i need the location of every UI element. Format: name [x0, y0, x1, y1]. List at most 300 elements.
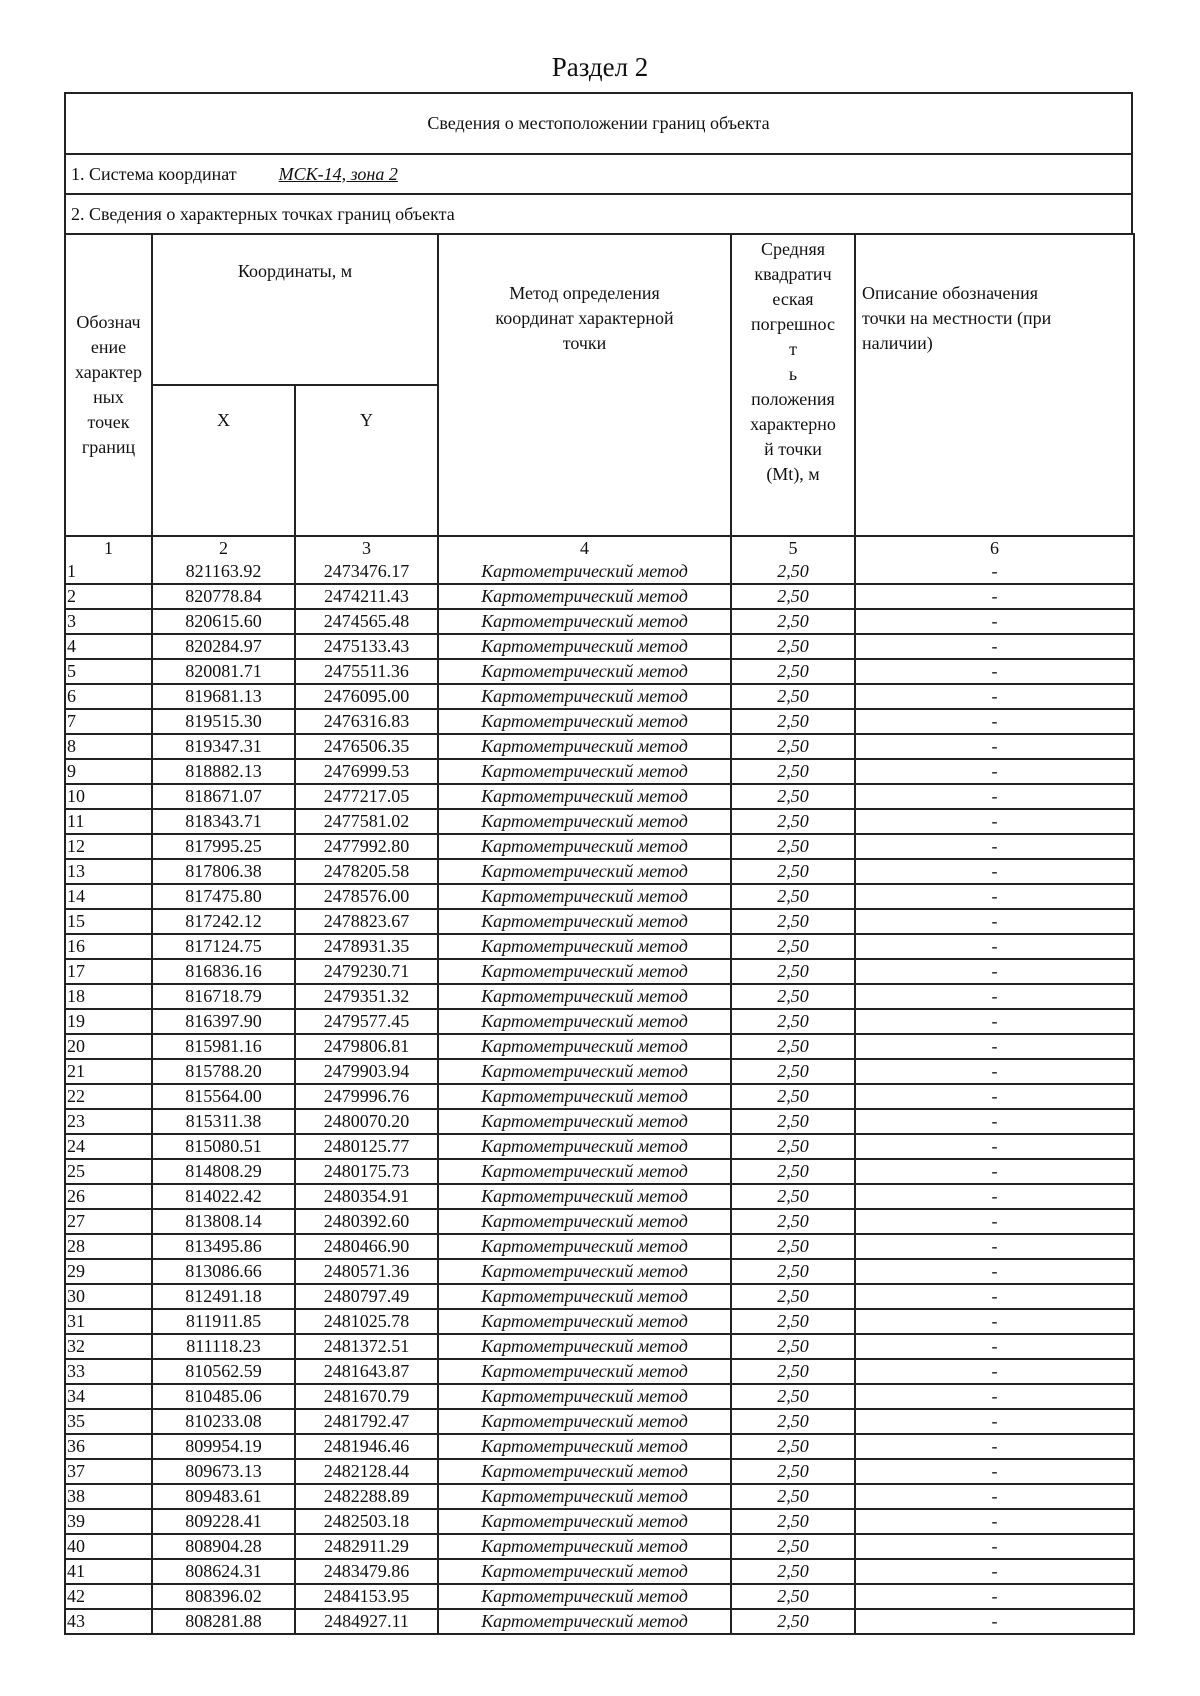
coord-y-cell: 2480797.49: [295, 1284, 438, 1309]
error-cell: 2,50: [731, 1334, 855, 1359]
description-cell: -: [855, 1284, 1134, 1309]
table-row: [65, 584, 1134, 609]
error-cell: 2,50: [731, 609, 855, 634]
table-row: [65, 909, 1134, 934]
coord-y-cell: 2482128.44: [295, 1459, 438, 1484]
description-cell: -: [855, 1109, 1134, 1134]
error-cell: 2,50: [731, 884, 855, 909]
method-cell: Картометрический метод: [438, 1434, 731, 1459]
header-error-line: характерно: [750, 414, 836, 434]
point-id-cell: 22: [65, 1084, 152, 1109]
table-row: [65, 609, 1134, 634]
point-id-cell: 15: [65, 909, 152, 934]
header-method-line: точки: [562, 333, 607, 353]
table-row: [65, 984, 1134, 1009]
section-heading: [64, 92, 1133, 153]
coord-y-cell: 2481025.78: [295, 1309, 438, 1334]
table-row: [65, 1234, 1134, 1259]
coord-x-cell: 809483.61: [152, 1484, 295, 1509]
header-method-line: Метод определения: [509, 283, 660, 303]
point-id-cell: 4: [65, 634, 152, 659]
coord-y-cell: 2481792.47: [295, 1409, 438, 1434]
coord-y-cell: 2476316.83: [295, 709, 438, 734]
table-row: [65, 1484, 1134, 1509]
coord-x-cell: 808624.31: [152, 1559, 295, 1584]
table-row: [65, 1384, 1134, 1409]
description-cell: -: [855, 984, 1134, 1009]
error-cell: 2,50: [731, 1384, 855, 1409]
point-id-cell: 21: [65, 1059, 152, 1084]
error-cell: 2,50: [731, 584, 855, 609]
point-id-cell: 40: [65, 1534, 152, 1559]
error-cell: 2,50: [731, 1309, 855, 1334]
table-row: [65, 1034, 1134, 1059]
description-cell: -: [855, 809, 1134, 834]
method-cell: Картометрический метод: [438, 984, 731, 1009]
table-row: [65, 1459, 1134, 1484]
coord-y-cell: 2478205.58: [295, 859, 438, 884]
error-cell: 2,50: [731, 1509, 855, 1534]
coord-x-cell: 820284.97: [152, 634, 295, 659]
point-id-cell: 23: [65, 1109, 152, 1134]
description-cell: -: [855, 1534, 1134, 1559]
coord-y-cell: 2475133.43: [295, 634, 438, 659]
error-cell: 2,50: [731, 659, 855, 684]
point-id-cell: 35: [65, 1409, 152, 1434]
point-id-cell: 29: [65, 1259, 152, 1284]
points-table: [64, 233, 1135, 1635]
description-cell: -: [855, 560, 1134, 584]
point-id-cell: 41: [65, 1559, 152, 1584]
description-cell: -: [855, 1334, 1134, 1359]
method-cell: Картометрический метод: [438, 1509, 731, 1534]
coord-x-cell: 813808.14: [152, 1209, 295, 1234]
description-cell: -: [855, 1409, 1134, 1434]
coord-y-cell: 2479996.76: [295, 1084, 438, 1109]
table-row: [65, 1409, 1134, 1434]
coord-x-cell: 815080.51: [152, 1134, 295, 1159]
point-id-cell: 5: [65, 659, 152, 684]
description-cell: -: [855, 1234, 1134, 1259]
coord-x-cell: 816836.16: [152, 959, 295, 984]
method-cell: Картометрический метод: [438, 560, 731, 584]
table-row: [65, 560, 1134, 584]
description-cell: -: [855, 1384, 1134, 1409]
column-number: 1: [65, 536, 152, 560]
table-row: [65, 1059, 1134, 1084]
error-cell: 2,50: [731, 1359, 855, 1384]
header-coordinates-text: Координаты, м: [237, 261, 353, 281]
point-id-cell: 7: [65, 709, 152, 734]
method-cell: Картометрический метод: [438, 1459, 731, 1484]
points-heading-row: [64, 193, 1133, 233]
table-row: [65, 1134, 1134, 1159]
coord-x-cell: 821163.92: [152, 560, 295, 584]
point-id-cell: 16: [65, 934, 152, 959]
coord-x-cell: 819515.30: [152, 709, 295, 734]
coord-system-value: МСК-14, зона 2: [278, 163, 398, 184]
description-cell: -: [855, 1559, 1134, 1584]
error-cell: 2,50: [731, 1159, 855, 1184]
table-row: [65, 659, 1134, 684]
point-id-cell: 28: [65, 1234, 152, 1259]
description-cell: -: [855, 784, 1134, 809]
error-cell: 2,50: [731, 1084, 855, 1109]
coord-x-cell: 813495.86: [152, 1234, 295, 1259]
coord-y-cell: 2482503.18: [295, 1509, 438, 1534]
method-cell: Картометрический метод: [438, 834, 731, 859]
error-cell: 2,50: [731, 1134, 855, 1159]
method-cell: Картометрический метод: [438, 1209, 731, 1234]
error-cell: 2,50: [731, 809, 855, 834]
table-row: [65, 884, 1134, 909]
description-cell: -: [855, 634, 1134, 659]
header-error: [731, 234, 855, 536]
coord-y-cell: 2477217.05: [295, 784, 438, 809]
coord-y-cell: 2480354.91: [295, 1184, 438, 1209]
point-id-cell: 34: [65, 1384, 152, 1409]
header-error-line: погрешнос: [751, 314, 835, 334]
coord-y-cell: 2482911.29: [295, 1534, 438, 1559]
header-designation-line: ение: [90, 337, 127, 357]
coord-x-cell: 815981.16: [152, 1034, 295, 1059]
table-row: [65, 1309, 1134, 1334]
error-cell: 2,50: [731, 1109, 855, 1134]
error-cell: 2,50: [731, 909, 855, 934]
point-id-cell: 8: [65, 734, 152, 759]
header-error-line: (Mt), м: [766, 464, 820, 484]
description-cell: -: [855, 1259, 1134, 1284]
coord-x-cell: 814022.42: [152, 1184, 295, 1209]
coord-y-cell: 2484927.11: [295, 1609, 438, 1634]
coord-y-cell: 2474211.43: [295, 584, 438, 609]
error-cell: 2,50: [731, 1484, 855, 1509]
method-cell: Картометрический метод: [438, 684, 731, 709]
method-cell: Картометрический метод: [438, 1109, 731, 1134]
header-method-line: координат характерной: [495, 308, 674, 328]
point-id-cell: 6: [65, 684, 152, 709]
coord-y-cell: 2481946.46: [295, 1434, 438, 1459]
point-id-cell: 33: [65, 1359, 152, 1384]
method-cell: Картометрический метод: [438, 1584, 731, 1609]
table-row: [65, 1259, 1134, 1284]
error-cell: 2,50: [731, 1609, 855, 1634]
coord-x-cell: 817995.25: [152, 834, 295, 859]
coord-x-cell: 813086.66: [152, 1259, 295, 1284]
table-row: [65, 1209, 1134, 1234]
point-id-cell: 10: [65, 784, 152, 809]
method-cell: Картометрический метод: [438, 1059, 731, 1084]
coord-y-cell: 2480070.20: [295, 1109, 438, 1134]
coord-y-cell: 2479577.45: [295, 1009, 438, 1034]
table-row: [65, 1184, 1134, 1209]
error-cell: 2,50: [731, 1059, 855, 1084]
description-cell: -: [855, 859, 1134, 884]
table-row: [65, 859, 1134, 884]
header-error-line: т: [789, 339, 797, 359]
method-cell: Картометрический метод: [438, 1534, 731, 1559]
coord-y-cell: 2478823.67: [295, 909, 438, 934]
header-y-text: Y: [360, 410, 373, 430]
coord-system-row: [64, 153, 1133, 193]
column-number: 6: [855, 536, 1134, 560]
coord-x-cell: 809673.13: [152, 1459, 295, 1484]
column-number: 4: [438, 536, 731, 560]
method-cell: Картометрический метод: [438, 1309, 731, 1334]
description-cell: -: [855, 1609, 1134, 1634]
header-description-line: точки на местности (при: [862, 308, 1052, 328]
table-row: [65, 709, 1134, 734]
table-row: [65, 1159, 1134, 1184]
description-cell: -: [855, 959, 1134, 984]
description-cell: -: [855, 1509, 1134, 1534]
table-row: [65, 1584, 1134, 1609]
method-cell: Картометрический метод: [438, 1284, 731, 1309]
point-id-cell: 31: [65, 1309, 152, 1334]
header-row-top: [65, 234, 1134, 385]
point-id-cell: 26: [65, 1184, 152, 1209]
error-cell: 2,50: [731, 1234, 855, 1259]
point-id-cell: 2: [65, 584, 152, 609]
method-cell: Картометрический метод: [438, 1034, 731, 1059]
method-cell: Картометрический метод: [438, 859, 731, 884]
error-cell: 2,50: [731, 1584, 855, 1609]
coord-y-cell: 2484153.95: [295, 1584, 438, 1609]
table-row: [65, 734, 1134, 759]
description-cell: -: [855, 1059, 1134, 1084]
method-cell: Картометрический метод: [438, 1159, 731, 1184]
error-cell: 2,50: [731, 1459, 855, 1484]
coord-y-cell: 2481643.87: [295, 1359, 438, 1384]
coord-x-cell: 810485.06: [152, 1384, 295, 1409]
description-cell: -: [855, 684, 1134, 709]
header-y: [295, 385, 438, 536]
coord-y-cell: 2474565.48: [295, 609, 438, 634]
coord-x-cell: 808396.02: [152, 1584, 295, 1609]
point-id-cell: 24: [65, 1134, 152, 1159]
description-cell: -: [855, 1459, 1134, 1484]
coord-x-cell: 810562.59: [152, 1359, 295, 1384]
point-id-cell: 3: [65, 609, 152, 634]
point-id-cell: 43: [65, 1609, 152, 1634]
point-id-cell: 27: [65, 1209, 152, 1234]
method-cell: Картометрический метод: [438, 1409, 731, 1434]
description-cell: -: [855, 1134, 1134, 1159]
description-cell: -: [855, 734, 1134, 759]
header-designation: [65, 234, 152, 536]
table-row: [65, 934, 1134, 959]
coord-y-cell: 2480571.36: [295, 1259, 438, 1284]
column-number: 5: [731, 536, 855, 560]
coord-y-cell: 2479903.94: [295, 1059, 438, 1084]
description-cell: -: [855, 1009, 1134, 1034]
coord-x-cell: 818882.13: [152, 759, 295, 784]
header-designation-line: точек: [87, 412, 130, 432]
coord-x-cell: 814808.29: [152, 1159, 295, 1184]
point-id-cell: 11: [65, 809, 152, 834]
error-cell: 2,50: [731, 1259, 855, 1284]
header-x-text: X: [217, 410, 230, 430]
table-row: [65, 834, 1134, 859]
method-cell: Картометрический метод: [438, 584, 731, 609]
coord-y-cell: 2478931.35: [295, 934, 438, 959]
description-cell: -: [855, 1034, 1134, 1059]
description-cell: -: [855, 1084, 1134, 1109]
method-cell: Картометрический метод: [438, 634, 731, 659]
description-cell: -: [855, 884, 1134, 909]
point-id-cell: 36: [65, 1434, 152, 1459]
method-cell: Картометрический метод: [438, 709, 731, 734]
method-cell: Картометрический метод: [438, 934, 731, 959]
header-method: [438, 234, 731, 536]
table-row: [65, 1609, 1134, 1634]
table-row: [65, 1084, 1134, 1109]
header-description: [855, 234, 1134, 536]
method-cell: Картометрический метод: [438, 1384, 731, 1409]
method-cell: Картометрический метод: [438, 1234, 731, 1259]
method-cell: Картометрический метод: [438, 1334, 731, 1359]
header-x: [152, 385, 295, 536]
point-id-cell: 13: [65, 859, 152, 884]
column-number-row: [65, 536, 1134, 560]
method-cell: Картометрический метод: [438, 1184, 731, 1209]
method-cell: Картометрический метод: [438, 609, 731, 634]
method-cell: Картометрический метод: [438, 1084, 731, 1109]
error-cell: 2,50: [731, 1409, 855, 1434]
table-row: [65, 759, 1134, 784]
point-id-cell: 12: [65, 834, 152, 859]
table-row: [65, 1359, 1134, 1384]
error-cell: 2,50: [731, 1034, 855, 1059]
table-row: [65, 684, 1134, 709]
header-error-line: Средняя: [760, 239, 826, 259]
error-cell: 2,50: [731, 984, 855, 1009]
coord-x-cell: 820081.71: [152, 659, 295, 684]
method-cell: Картометрический метод: [438, 1559, 731, 1584]
column-number: 2: [152, 536, 295, 560]
header-error-line: квадратич: [754, 264, 832, 284]
coord-x-cell: 816397.90: [152, 1009, 295, 1034]
method-cell: Картометрический метод: [438, 759, 731, 784]
coord-y-cell: 2483479.86: [295, 1559, 438, 1584]
description-cell: -: [855, 1309, 1134, 1334]
error-cell: 2,50: [731, 1534, 855, 1559]
method-cell: Картометрический метод: [438, 1484, 731, 1509]
coord-x-cell: 820778.84: [152, 584, 295, 609]
coord-x-cell: 815311.38: [152, 1109, 295, 1134]
column-number: 3: [295, 536, 438, 560]
point-id-cell: 25: [65, 1159, 152, 1184]
error-cell: 2,50: [731, 959, 855, 984]
point-id-cell: 37: [65, 1459, 152, 1484]
coord-x-cell: 817806.38: [152, 859, 295, 884]
error-cell: 2,50: [731, 834, 855, 859]
table-row: [65, 1509, 1134, 1534]
method-cell: Картометрический метод: [438, 1009, 731, 1034]
coord-y-cell: 2479230.71: [295, 959, 438, 984]
document-table-frame: [64, 92, 1133, 1635]
point-id-cell: 42: [65, 1584, 152, 1609]
coord-y-cell: 2477581.02: [295, 809, 438, 834]
method-cell: Картометрический метод: [438, 1359, 731, 1384]
coord-x-cell: 817124.75: [152, 934, 295, 959]
description-cell: -: [855, 709, 1134, 734]
coord-y-cell: 2480466.90: [295, 1234, 438, 1259]
table-row: [65, 634, 1134, 659]
coord-y-cell: 2480125.77: [295, 1134, 438, 1159]
header-designation-line: границ: [81, 437, 136, 457]
table-row: [65, 1009, 1134, 1034]
coord-y-cell: 2479351.32: [295, 984, 438, 1009]
description-cell: -: [855, 1584, 1134, 1609]
error-cell: 2,50: [731, 1009, 855, 1034]
coord-y-cell: 2476506.35: [295, 734, 438, 759]
error-cell: 2,50: [731, 784, 855, 809]
table-row: [65, 1559, 1134, 1584]
method-cell: Картометрический метод: [438, 959, 731, 984]
error-cell: 2,50: [731, 1559, 855, 1584]
coord-y-cell: 2476095.00: [295, 684, 438, 709]
error-cell: 2,50: [731, 1184, 855, 1209]
description-cell: -: [855, 659, 1134, 684]
error-cell: 2,50: [731, 934, 855, 959]
coord-x-cell: 819681.13: [152, 684, 295, 709]
header-error-line: еская: [772, 289, 814, 309]
coord-x-cell: 817242.12: [152, 909, 295, 934]
description-cell: -: [855, 1159, 1134, 1184]
point-id-cell: 32: [65, 1334, 152, 1359]
coord-y-cell: 2480392.60: [295, 1209, 438, 1234]
description-cell: -: [855, 909, 1134, 934]
table-row: [65, 959, 1134, 984]
point-id-cell: 17: [65, 959, 152, 984]
error-cell: 2,50: [731, 1434, 855, 1459]
coord-x-cell: 808281.88: [152, 1609, 295, 1634]
header-error-line: положения: [751, 389, 835, 409]
coord-x-cell: 815788.20: [152, 1059, 295, 1084]
method-cell: Картометрический метод: [438, 1259, 731, 1284]
coord-y-cell: 2477992.80: [295, 834, 438, 859]
point-id-cell: 39: [65, 1509, 152, 1534]
method-cell: Картометрический метод: [438, 784, 731, 809]
coord-system-label: 1. Система координат: [71, 163, 237, 184]
description-cell: -: [855, 1209, 1134, 1234]
point-id-cell: 38: [65, 1484, 152, 1509]
method-cell: Картометрический метод: [438, 809, 731, 834]
method-cell: Картометрический метод: [438, 659, 731, 684]
description-cell: -: [855, 834, 1134, 859]
header-error-line: ь: [788, 364, 798, 384]
coord-x-cell: 818671.07: [152, 784, 295, 809]
coord-y-cell: 2478576.00: [295, 884, 438, 909]
method-cell: Картометрический метод: [438, 1134, 731, 1159]
coord-x-cell: 820615.60: [152, 609, 295, 634]
page-title: Раздел 2: [551, 52, 649, 82]
error-cell: 2,50: [731, 560, 855, 584]
coord-x-cell: 809228.41: [152, 1509, 295, 1534]
coord-x-cell: 818343.71: [152, 809, 295, 834]
coord-x-cell: 811911.85: [152, 1309, 295, 1334]
table-row: [65, 1334, 1134, 1359]
point-id-cell: 14: [65, 884, 152, 909]
table-row: [65, 1534, 1134, 1559]
coord-x-cell: 815564.00: [152, 1084, 295, 1109]
error-cell: 2,50: [731, 759, 855, 784]
table-row: [65, 1434, 1134, 1459]
error-cell: 2,50: [731, 1209, 855, 1234]
coord-y-cell: 2473476.17: [295, 560, 438, 584]
table-row: [65, 809, 1134, 834]
